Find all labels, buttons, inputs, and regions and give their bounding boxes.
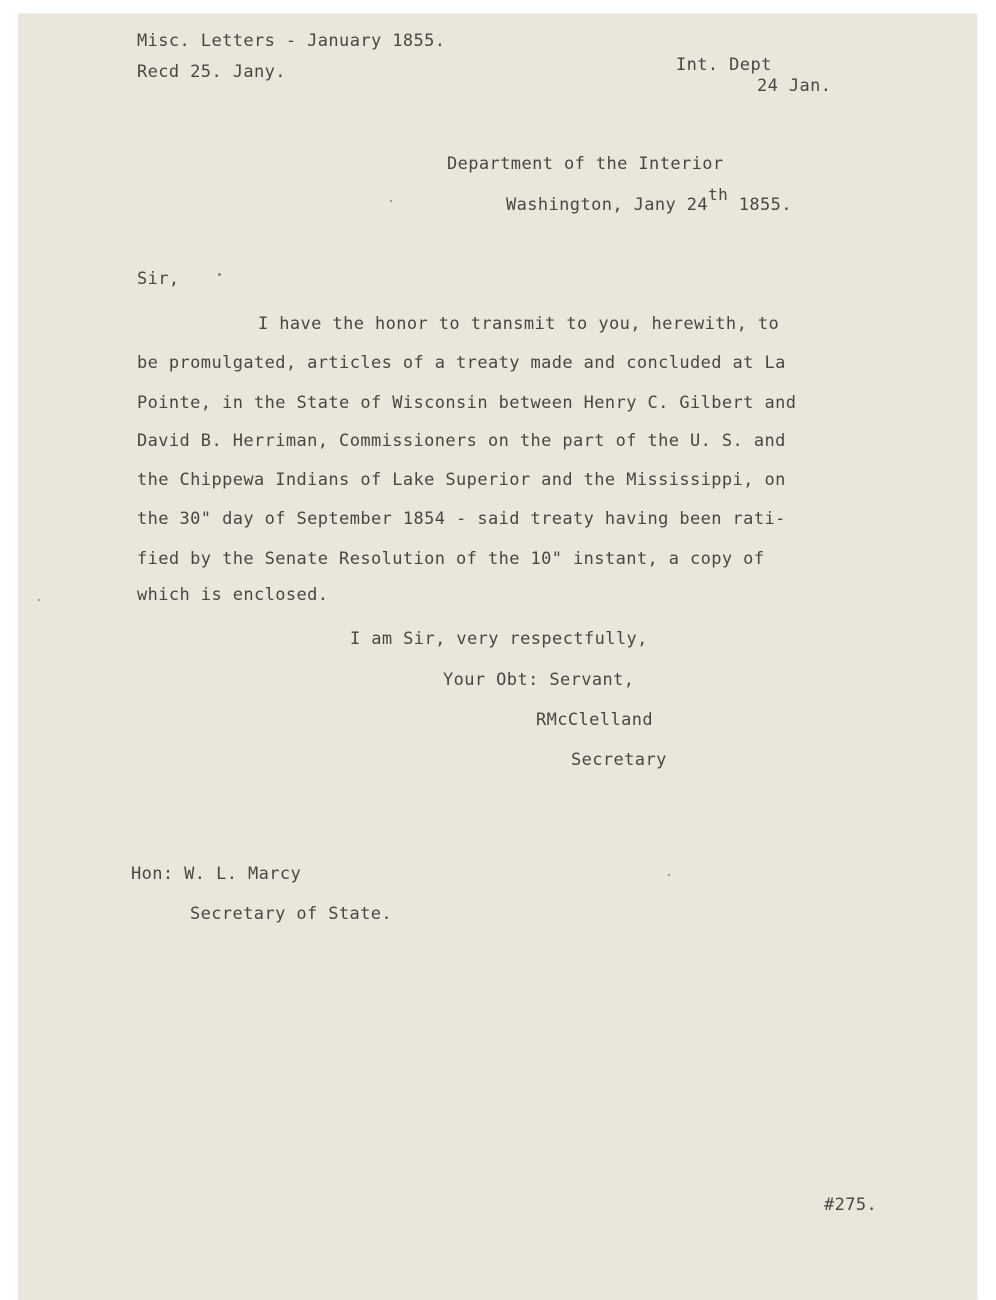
paper-speck — [668, 874, 670, 876]
interior-dept-note: Int. Dept — [676, 55, 772, 75]
paper-speck — [38, 599, 40, 601]
salutation: Sir, — [137, 269, 180, 289]
signer-title: Secretary — [571, 750, 667, 770]
misc-letters-note: Misc. Letters - January 1855. — [137, 31, 446, 51]
page-number: #275. — [824, 1195, 878, 1215]
body-line: which is enclosed. — [137, 585, 329, 605]
place-date-text: Washington, Jany 24 — [506, 195, 709, 215]
addressee-title: Secretary of State. — [190, 904, 393, 924]
body-line: the 30" day of September 1854 - said treaty having been rati- — [137, 509, 786, 529]
place-date-year: 1855. — [728, 195, 792, 215]
received-note: Recd 25. Jany. — [137, 62, 286, 82]
place-date-line — [506, 185, 792, 215]
body-line: be promulgated, articles of a treaty made and concluded at La — [137, 353, 786, 373]
letter-page — [18, 14, 976, 1300]
closing-line: I am Sir, very respectfully, — [350, 629, 648, 649]
addressee-name: Hon: W. L. Marcy — [131, 864, 302, 884]
department-heading: Department of the Interior — [447, 154, 724, 174]
signature: RMcClelland — [536, 710, 653, 730]
body-line: the Chippewa Indians of Lake Superior and the Mississippi, on — [137, 470, 786, 490]
body-line: I have the honor to transmit to you, herewith, to — [258, 314, 780, 334]
body-line: fied by the Senate Resolution of the 10" instant, a copy of — [137, 549, 765, 569]
paper-speck — [218, 273, 221, 276]
body-line: David B. Herriman, Commissioners on the part of the U. S. and — [137, 431, 786, 451]
date-superscript: th — [708, 185, 729, 204]
body-line: Pointe, in the State of Wisconsin between Henry C. Gilbert and — [137, 393, 797, 413]
closing-servant: Your Obt: Servant, — [443, 670, 635, 690]
paper-speck — [390, 200, 392, 202]
date-short-note: 24 Jan. — [757, 76, 832, 96]
